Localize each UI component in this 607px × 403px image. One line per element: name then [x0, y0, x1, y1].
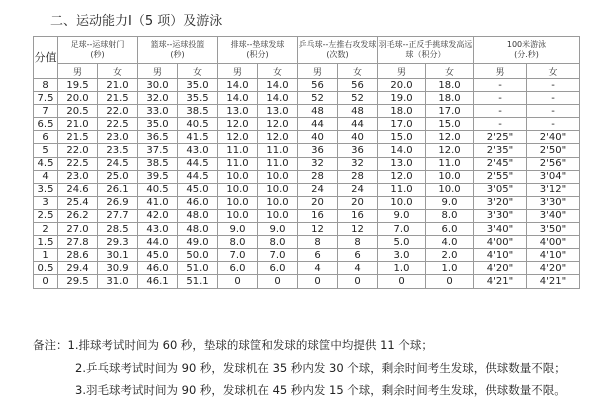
table-cell: - — [474, 118, 527, 131]
table-cell: 10.0 — [378, 196, 426, 209]
table-cell: - — [474, 105, 527, 118]
table-cell: 2'56" — [527, 157, 580, 170]
table-cell: 28.5 — [98, 223, 138, 236]
male-header: 男 — [138, 64, 178, 79]
table-cell: 12.0 — [426, 144, 474, 157]
table-cell: 44.5 — [178, 170, 218, 183]
note-2: 2.乒乓球考试时间为 90 秒，发球机在 35 秒内发 30 个球，剩余时间考生发球，供球数量不限； — [75, 361, 566, 375]
table-cell: 44 — [338, 118, 378, 131]
score-header: 分值 — [34, 37, 58, 79]
group-header-pingpong: 乒乓球--左推右攻发球 (次数) — [298, 37, 378, 64]
table-cell: 36.5 — [138, 131, 178, 144]
table-cell: 31.0 — [98, 275, 138, 288]
table-cell: 29.4 — [58, 262, 98, 275]
table-cell: 8.0 — [426, 209, 474, 222]
table-cell: 18.0 — [378, 105, 426, 118]
score-table-body — [34, 79, 580, 289]
table-cell: 40.5 — [138, 183, 178, 196]
table-cell: 42.0 — [138, 209, 178, 222]
table-cell: 52 — [298, 92, 338, 105]
table-cell: 28 — [338, 170, 378, 183]
table-row — [34, 170, 580, 183]
score-value-cell: 1.5 — [34, 236, 58, 249]
table-cell: 0 — [218, 275, 258, 288]
score-value-cell: 6 — [34, 131, 58, 144]
table-cell: 16 — [298, 209, 338, 222]
table-cell: 22.5 — [98, 118, 138, 131]
group-header-football: 足球--运球射门 (秒) — [58, 37, 138, 64]
table-cell: 27.0 — [58, 223, 98, 236]
table-cell: 15.0 — [426, 118, 474, 131]
table-cell: 2'35" — [474, 144, 527, 157]
table-cell: 17.0 — [426, 105, 474, 118]
table-cell: 12 — [298, 223, 338, 236]
table-row — [34, 79, 580, 92]
table-cell: - — [527, 118, 580, 131]
table-cell: 10.0 — [426, 183, 474, 196]
table-cell: 38.5 — [178, 105, 218, 118]
table-cell: 17.0 — [378, 118, 426, 131]
table-cell: 28 — [298, 170, 338, 183]
table-cell: 10.0 — [218, 183, 258, 196]
score-value-cell: 0 — [34, 275, 58, 288]
female-header: 女 — [527, 64, 580, 79]
table-cell: 1.0 — [426, 262, 474, 275]
table-cell: 10.0 — [258, 170, 298, 183]
table-row — [34, 275, 580, 288]
table-cell: 3'50" — [527, 223, 580, 236]
group-header-swimming: 100米游泳 (分.秒) — [474, 37, 580, 64]
table-cell: 3'04" — [527, 170, 580, 183]
table-cell: 24.6 — [58, 183, 98, 196]
score-value-cell: 8 — [34, 79, 58, 92]
table-cell: 37.5 — [138, 144, 178, 157]
score-value-cell: 5 — [34, 144, 58, 157]
female-header: 女 — [258, 64, 298, 79]
table-cell: 0 — [426, 275, 474, 288]
table-cell: 32 — [298, 157, 338, 170]
score-value-cell: 2 — [34, 223, 58, 236]
table-cell: 3'05" — [474, 183, 527, 196]
table-cell: 2'45" — [474, 157, 527, 170]
table-row — [34, 196, 580, 209]
table-cell: 24 — [338, 183, 378, 196]
table-cell: 2'50" — [527, 144, 580, 157]
table-cell: 28.6 — [58, 249, 98, 262]
table-cell: 38.5 — [138, 157, 178, 170]
group-header-badminton: 羽毛球--正反手挑球发高远 球（积分） — [378, 37, 474, 64]
table-cell: 4'21" — [527, 275, 580, 288]
table-cell: 4 — [298, 262, 338, 275]
table-cell: 3'20" — [474, 196, 527, 209]
table-cell: 32 — [338, 157, 378, 170]
table-cell: 20.0 — [58, 92, 98, 105]
female-header: 女 — [178, 64, 218, 79]
table-cell: - — [527, 105, 580, 118]
table-cell: 21.5 — [58, 131, 98, 144]
table-cell: 7.0 — [378, 223, 426, 236]
table-cell: 36 — [298, 144, 338, 157]
table-cell: 4'20" — [474, 262, 527, 275]
table-cell: 14.0 — [258, 79, 298, 92]
table-cell: 12.0 — [218, 118, 258, 131]
table-row — [34, 249, 580, 262]
table-cell: 13.0 — [378, 157, 426, 170]
table-cell: 19.0 — [378, 92, 426, 105]
female-header: 女 — [338, 64, 378, 79]
table-cell: 11.0 — [258, 144, 298, 157]
table-row — [34, 262, 580, 275]
table-cell: 11.0 — [378, 183, 426, 196]
table-cell: 26.2 — [58, 209, 98, 222]
table-cell: 48 — [338, 105, 378, 118]
table-cell: 25.4 — [58, 196, 98, 209]
table-cell: - — [527, 92, 580, 105]
table-cell: 46.0 — [178, 196, 218, 209]
table-cell: 4'10" — [474, 249, 527, 262]
male-header: 男 — [378, 64, 426, 79]
table-cell: 36 — [338, 144, 378, 157]
table-row — [34, 92, 580, 105]
table-cell: 4.0 — [426, 236, 474, 249]
table-cell: 2'25" — [474, 131, 527, 144]
table-cell: 46.1 — [138, 275, 178, 288]
table-cell: 6.0 — [258, 262, 298, 275]
score-value-cell: 7 — [34, 105, 58, 118]
table-cell: 19.5 — [58, 79, 98, 92]
table-row — [34, 209, 580, 222]
table-cell: 25.0 — [98, 170, 138, 183]
table-cell: 48.0 — [178, 223, 218, 236]
table-row — [34, 157, 580, 170]
table-cell: 2.0 — [426, 249, 474, 262]
table-cell: 0 — [338, 275, 378, 288]
score-value-cell: 0.5 — [34, 262, 58, 275]
table-cell: 14.0 — [218, 79, 258, 92]
group-header-volleyball: 排球--垫球发球 (积分) — [218, 37, 298, 64]
table-cell: 40 — [338, 131, 378, 144]
table-cell: 8.0 — [258, 236, 298, 249]
table-cell: 0 — [298, 275, 338, 288]
table-cell: 4'20" — [527, 262, 580, 275]
table-cell: 10.0 — [258, 209, 298, 222]
table-cell: 3'30" — [527, 196, 580, 209]
table-cell: 4'00" — [527, 236, 580, 249]
table-row — [34, 183, 580, 196]
table-row — [34, 105, 580, 118]
table-cell: 0 — [378, 275, 426, 288]
table-cell: 50.0 — [178, 249, 218, 262]
table-cell: 48.0 — [178, 209, 218, 222]
table-cell: 26.1 — [98, 183, 138, 196]
table-cell: 8 — [338, 236, 378, 249]
table-cell: 10.0 — [258, 196, 298, 209]
table-cell: 56 — [338, 79, 378, 92]
table-cell: 10.0 — [258, 183, 298, 196]
table-cell: 9.0 — [218, 223, 258, 236]
table-cell: 4'00" — [474, 236, 527, 249]
female-header: 女 — [98, 64, 138, 79]
table-cell: 24 — [298, 183, 338, 196]
male-header: 男 — [474, 64, 527, 79]
table-cell: 22.0 — [98, 105, 138, 118]
table-cell: 3'40" — [474, 223, 527, 236]
score-value-cell: 6.5 — [34, 118, 58, 131]
table-cell: 9.0 — [258, 223, 298, 236]
table-cell: 46.0 — [138, 262, 178, 275]
table-cell: 27.7 — [98, 209, 138, 222]
table-cell: 39.5 — [138, 170, 178, 183]
table-cell: 10.0 — [426, 170, 474, 183]
table-cell: 22.0 — [58, 144, 98, 157]
table-cell: 11.0 — [218, 157, 258, 170]
table-cell: 9.0 — [378, 209, 426, 222]
female-header: 女 — [426, 64, 474, 79]
table-row — [34, 223, 580, 236]
table-cell: 20 — [298, 196, 338, 209]
table-cell: 44.5 — [178, 157, 218, 170]
score-value-cell: 4 — [34, 170, 58, 183]
table-cell: 12.0 — [426, 131, 474, 144]
table-row — [34, 118, 580, 131]
table-cell: 20.0 — [378, 79, 426, 92]
table-cell: 6.0 — [426, 223, 474, 236]
table-cell: 3'40" — [527, 209, 580, 222]
table-cell: - — [527, 79, 580, 92]
score-value-cell: 3.5 — [34, 183, 58, 196]
table-cell: 27.8 — [58, 236, 98, 249]
table-cell: 52 — [338, 92, 378, 105]
table-cell: 14.0 — [218, 92, 258, 105]
table-cell: 32.0 — [138, 92, 178, 105]
score-table — [33, 36, 580, 289]
table-cell: 30.1 — [98, 249, 138, 262]
table-cell: 35.0 — [178, 79, 218, 92]
table-cell: 21.0 — [98, 79, 138, 92]
page-heading: 二、运动能力Ⅰ（5 项）及游泳 — [50, 14, 223, 29]
table-cell: 30.9 — [98, 262, 138, 275]
table-cell: 5.0 — [378, 236, 426, 249]
table-cell: 2'55" — [474, 170, 527, 183]
table-cell: 11.0 — [218, 144, 258, 157]
table-cell: 14.0 — [258, 92, 298, 105]
score-value-cell: 1 — [34, 249, 58, 262]
table-cell: 45.0 — [138, 249, 178, 262]
table-cell: 40 — [298, 131, 338, 144]
table-cell: 41.0 — [138, 196, 178, 209]
table-cell: 11.0 — [426, 157, 474, 170]
table-cell: 8.0 — [218, 236, 258, 249]
table-cell: 20 — [338, 196, 378, 209]
table-cell: 13.0 — [258, 105, 298, 118]
table-cell: 4'21" — [474, 275, 527, 288]
table-row — [34, 131, 580, 144]
note-1: 备注：1.排球考试时间为 60 秒，垫球的球筐和发球的球筐中均提供 11 个球； — [33, 338, 433, 352]
table-cell: 9.0 — [426, 196, 474, 209]
table-cell: 23.0 — [98, 131, 138, 144]
table-cell: 51.0 — [178, 262, 218, 275]
table-cell: 12.0 — [258, 118, 298, 131]
table-cell: 51.1 — [178, 275, 218, 288]
table-cell: 18.0 — [426, 79, 474, 92]
table-cell: 1.0 — [378, 262, 426, 275]
score-value-cell: 7.5 — [34, 92, 58, 105]
table-cell: 43.0 — [178, 144, 218, 157]
table-cell: 30.0 — [138, 79, 178, 92]
table-cell: 7.0 — [258, 249, 298, 262]
table-cell: 18.0 — [426, 92, 474, 105]
table-cell: 22.5 — [58, 157, 98, 170]
table-cell: - — [474, 79, 527, 92]
table-cell: 40.5 — [178, 118, 218, 131]
table-cell: 6 — [338, 249, 378, 262]
table-cell: 3'30" — [474, 209, 527, 222]
table-cell: 14.0 — [378, 144, 426, 157]
table-cell: 24.5 — [98, 157, 138, 170]
table-cell: 15.0 — [378, 131, 426, 144]
table-cell: 4 — [338, 262, 378, 275]
table-row — [34, 236, 580, 249]
table-cell: 20.5 — [58, 105, 98, 118]
table-cell: 11.0 — [258, 157, 298, 170]
group-header-basketball: 篮球--运球投篮 (秒) — [138, 37, 218, 64]
table-cell: 23.5 — [98, 144, 138, 157]
table-cell: 3.0 — [378, 249, 426, 262]
table-cell: 43.0 — [138, 223, 178, 236]
table-cell: 6 — [298, 249, 338, 262]
note-3: 3.羽毛球考试时间为 90 秒，发球机在 45 秒内发 15 个球，剩余时间考生发球，供球数量不限。 — [75, 383, 566, 397]
table-cell: 44 — [298, 118, 338, 131]
table-cell: 44.0 — [138, 236, 178, 249]
male-header: 男 — [298, 64, 338, 79]
table-cell: 45.0 — [178, 183, 218, 196]
table-cell: 49.0 — [178, 236, 218, 249]
table-cell: 6.0 — [218, 262, 258, 275]
table-cell: 29.5 — [58, 275, 98, 288]
table-cell: 48 — [298, 105, 338, 118]
table-cell: 33.0 — [138, 105, 178, 118]
table-cell: 8 — [298, 236, 338, 249]
male-header: 男 — [218, 64, 258, 79]
table-cell: 35.5 — [178, 92, 218, 105]
table-cell: 41.5 — [178, 131, 218, 144]
table-cell: 4'10" — [527, 249, 580, 262]
table-cell: 16 — [338, 209, 378, 222]
score-value-cell: 2.5 — [34, 209, 58, 222]
table-cell: 12.0 — [258, 131, 298, 144]
table-cell: 35.0 — [138, 118, 178, 131]
table-cell: - — [474, 92, 527, 105]
table-row — [34, 144, 580, 157]
table-cell: 29.3 — [98, 236, 138, 249]
table-cell: 12 — [338, 223, 378, 236]
table-cell: 2'40" — [527, 131, 580, 144]
table-cell: 23.0 — [58, 170, 98, 183]
table-cell: 0 — [258, 275, 298, 288]
score-value-cell: 3 — [34, 196, 58, 209]
table-cell: 56 — [298, 79, 338, 92]
table-cell: 12.0 — [378, 170, 426, 183]
table-cell: 13.0 — [218, 105, 258, 118]
table-cell: 10.0 — [218, 170, 258, 183]
score-value-cell: 4.5 — [34, 157, 58, 170]
table-cell: 26.9 — [98, 196, 138, 209]
table-cell: 21.5 — [98, 92, 138, 105]
male-header: 男 — [58, 64, 98, 79]
table-cell: 21.0 — [58, 118, 98, 131]
table-cell: 7.0 — [218, 249, 258, 262]
table-cell: 10.0 — [218, 196, 258, 209]
table-cell: 10.0 — [218, 209, 258, 222]
table-cell: 3'12" — [527, 183, 580, 196]
table-cell: 12.0 — [218, 131, 258, 144]
